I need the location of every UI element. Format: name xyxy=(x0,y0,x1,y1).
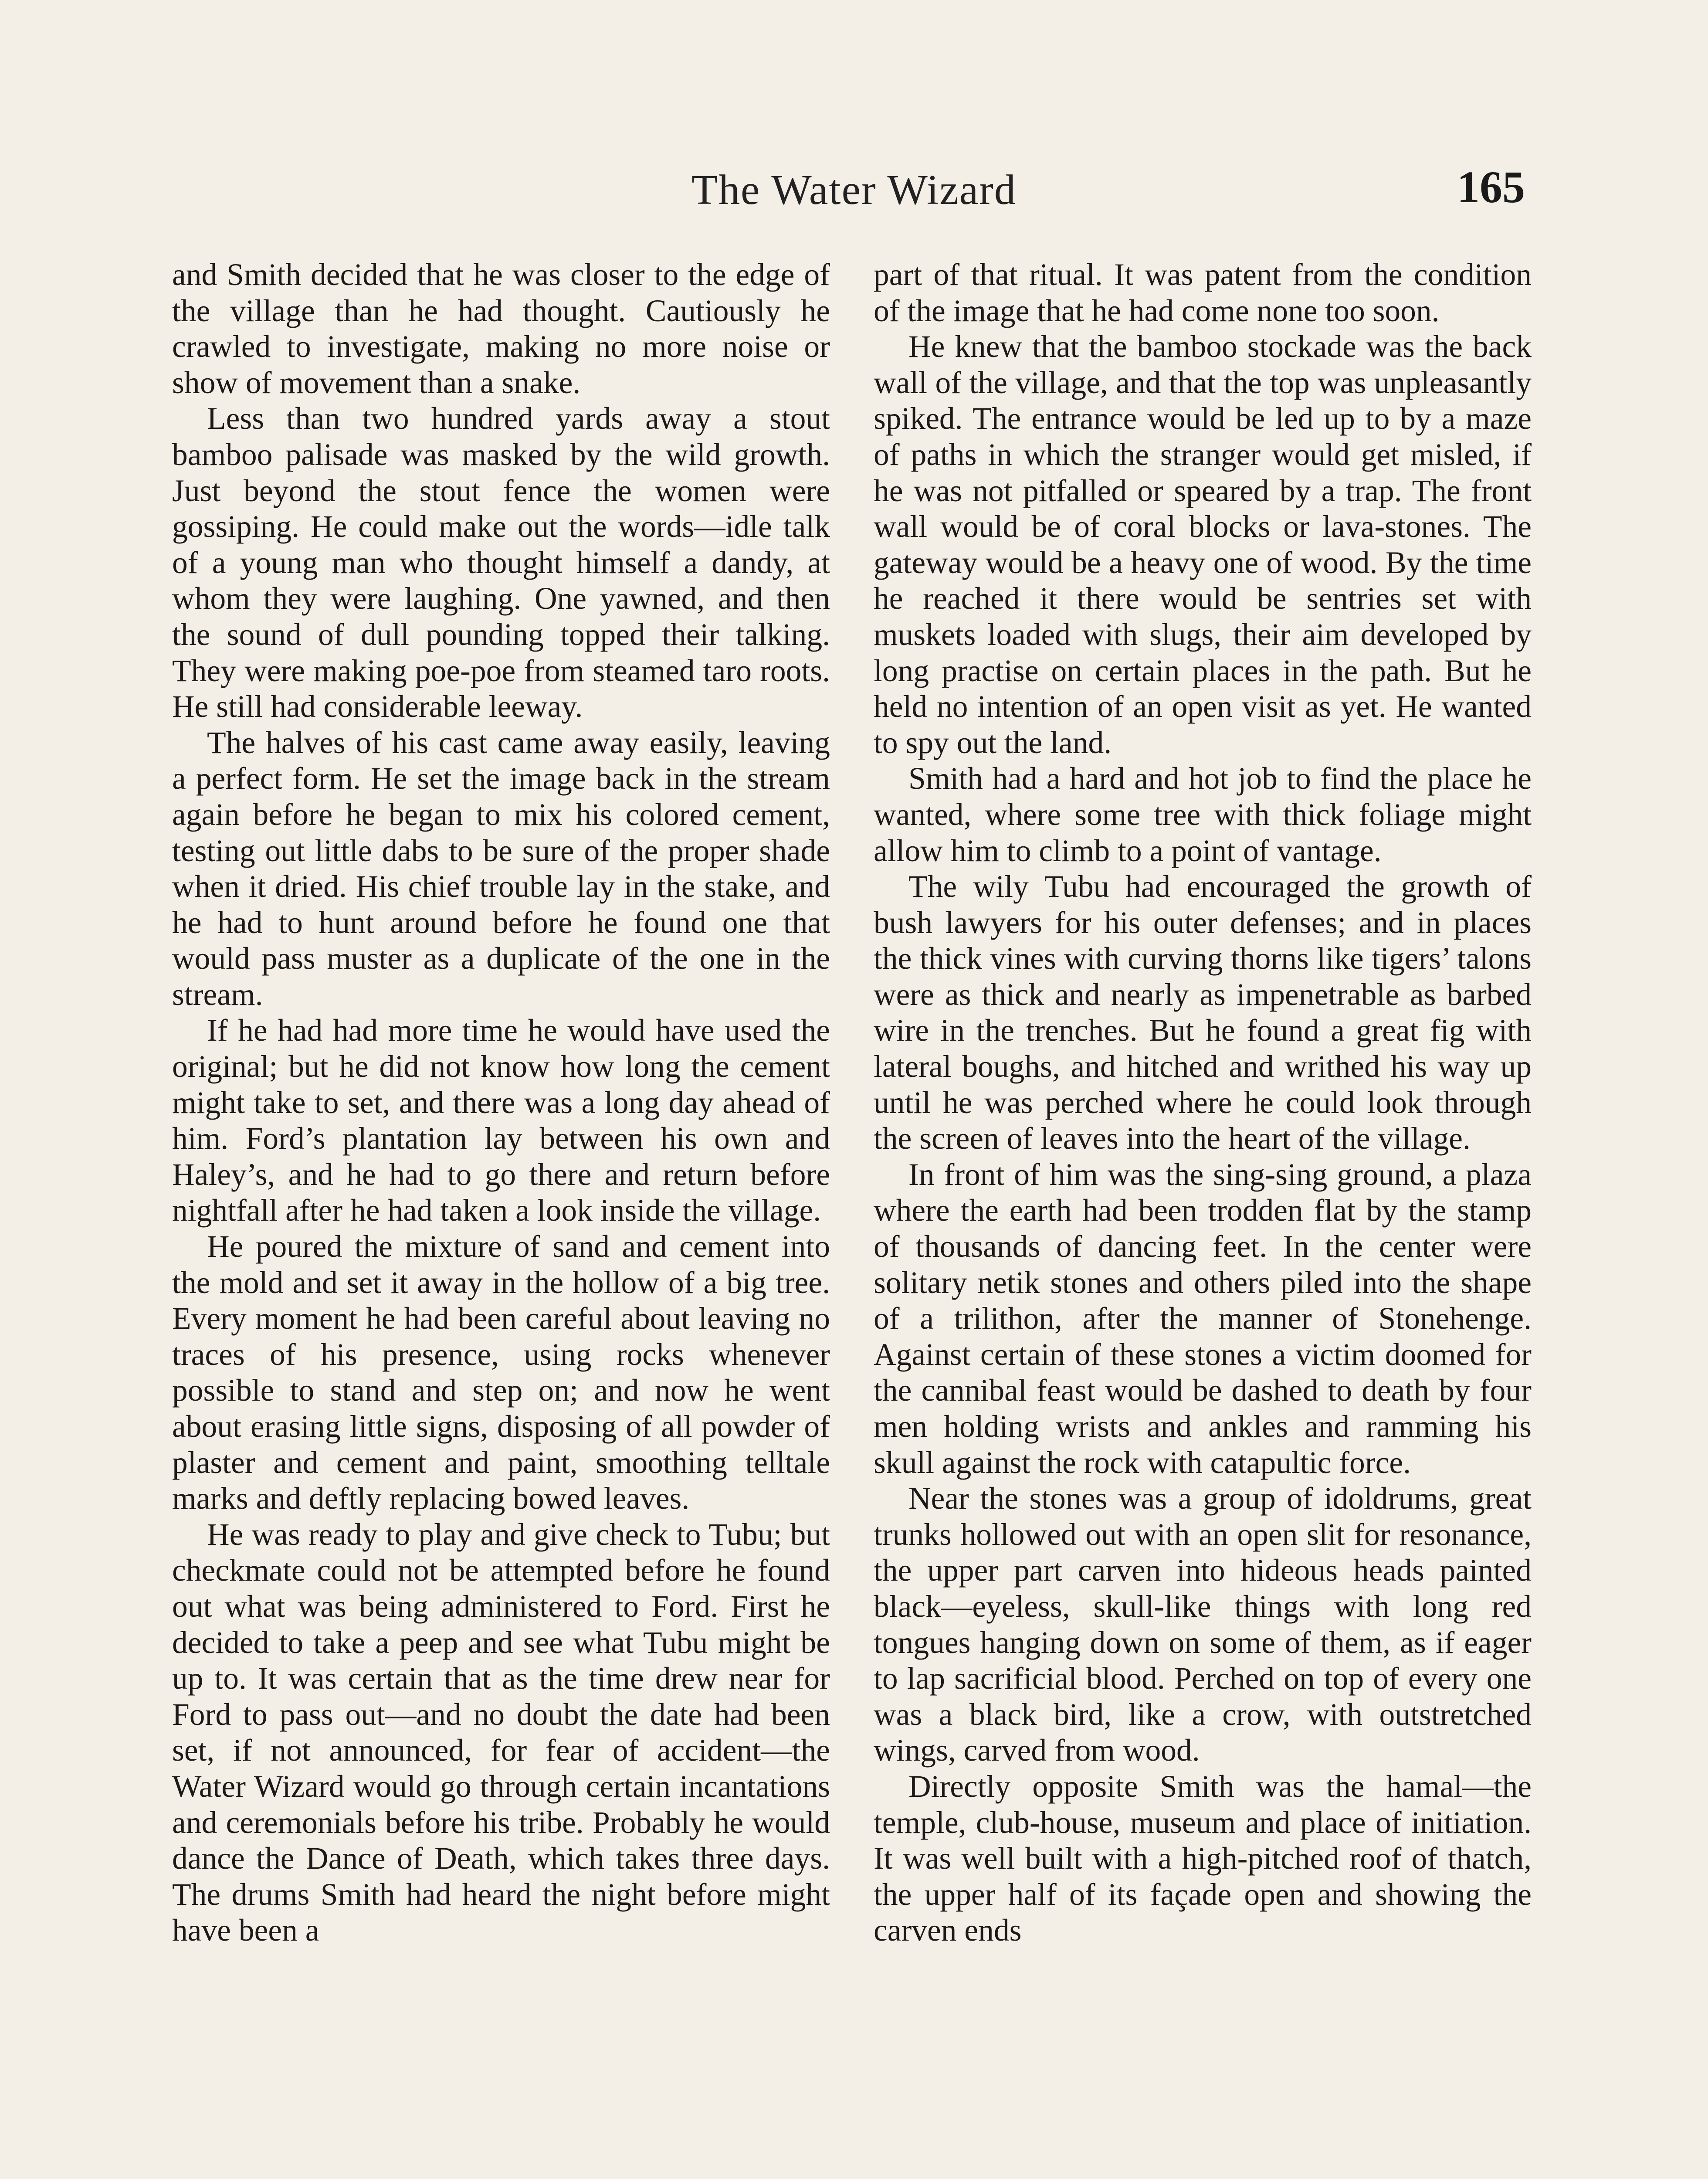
paragraph: If he had had more time he would have used the original; but he did not know how long the cement might take to set, and there was a long day ahead of him. Ford’s plantation lay between his own and Haley’s, and he had to go there and return before nightfall after he had taken a look inside the village. xyxy=(172,1013,830,1228)
paragraph: part of that ritual. It was patent from the condition of the image that he had come none too soon. xyxy=(874,258,1532,328)
paragraph: He was ready to play and give check to Tubu; but checkmate could not be attempted before he found out what was being administered to Ford. First he decided to take a peep and see what Tubu might be up to. It was certain that as the time drew near for Ford to pass out—and no doubt the date had been set, if not announced, for fear of accident—the Water Wizard would go through certain incantations and ceremonials before his tribe. Probably he would dance the Dance of Death, which takes three days. The drums Smith had heard the night before might have been a xyxy=(172,1517,830,1948)
page-number: 165 xyxy=(1457,162,1525,212)
paragraph: He poured the mixture of sand and cement into the mold and set it away in the hollow of a big tree. Every moment he had been careful about leaving no traces of his presence, using rocks whenever possible to stand and step on; and now he went about erasing little signs, disposing of all powder of plaster and cement and paint, smoothing telltale marks and deftly replacing bowed leaves. xyxy=(172,1229,830,1516)
paragraph: The halves of his cast came away easily, leaving a perfect form. He set the image back in the stream again before he began to mix his colored cement, testing out little dabs to be sure of the proper shade when it dried. His chief trouble lay in the stake, and he had to hunt around before he found one that would pass muster as a duplicate of the one in the stream. xyxy=(172,725,830,1012)
left-column xyxy=(172,257,830,1949)
paragraph: and Smith decided that he was closer to the edge of the village than he had thought. Cautiously he crawled to investigate, making no more noise or show of movement than a snake. xyxy=(172,258,830,400)
paragraph: Near the stones was a group of idoldrums, great trunks hollowed out with an open slit for resonance, the upper part carven into hideous heads painted black—eyeless, skull-like things with long red tongues hanging down on some of them, as if eager to lap sacrificial blood. Perched on top of every one was a black bird, like a crow, with outstretched wings, carved from wood. xyxy=(874,1481,1532,1768)
paragraph: Smith had a hard and hot job to find the place he wanted, where some tree with thick foliage might allow him to climb to a point of vantage. xyxy=(874,761,1532,868)
running-title: The Water Wizard xyxy=(691,166,1017,214)
paragraph: He knew that the bamboo stockade was the back wall of the village, and that the top was unpleasantly spiked. The entrance would be led up to by a maze of paths in which the stranger would get misled, if he was not pitfalled or speared by a trap. The front wall would be of coral blocks or lava-stones. The gateway would be a heavy one of wood. By the time he reached it there would be sentries set with muskets loaded with slugs, their aim developed by long practise on certain places in the path. But he held no intention of an open visit as yet. He wanted to spy out the land. xyxy=(874,329,1532,760)
right-column xyxy=(874,257,1532,1949)
paragraph: In front of him was the sing-sing ground, a plaza where the earth had been trodden flat by the stamp of thousands of dancing feet. In the center were solitary netik stones and others piled into the shape of a trilithon, after the manner of Stonehenge. Against certain of these stones a victim doomed for the cannibal feast would be dashed to death by four men holding wrists and ankles and ramming his skull against the rock with catapultic force. xyxy=(874,1157,1532,1480)
paragraph: The wily Tubu had encouraged the growth of bush lawyers for his outer defenses; and in places the thick vines with curving thorns like tigers’ talons were as thick and nearly as impenetrable as barbed wire in the trenches. But he found a great fig with lateral boughs, and hitched and writhed his way up until he was perched where he could look through the screen of leaves into the heart of the village. xyxy=(874,869,1532,1156)
paragraph: Less than two hundred yards away a stout bamboo palisade was masked by the wild growth. Just beyond the stout fence the women were gossiping. He could make out the words—idle talk of a young man who thought himself a dandy, at whom they were laughing. One yawned, and then the sound of dull pounding topped their talking. They were making poe-poe from steamed taro roots. He still had considerable leeway. xyxy=(172,401,830,724)
page-header xyxy=(0,157,1708,227)
paragraph: Directly opposite Smith was the hamal—the temple, club-house, museum and place of initiation. It was well built with a high-pitched roof of thatch, the upper half of its façade open and showing the carven ends xyxy=(874,1769,1532,1948)
